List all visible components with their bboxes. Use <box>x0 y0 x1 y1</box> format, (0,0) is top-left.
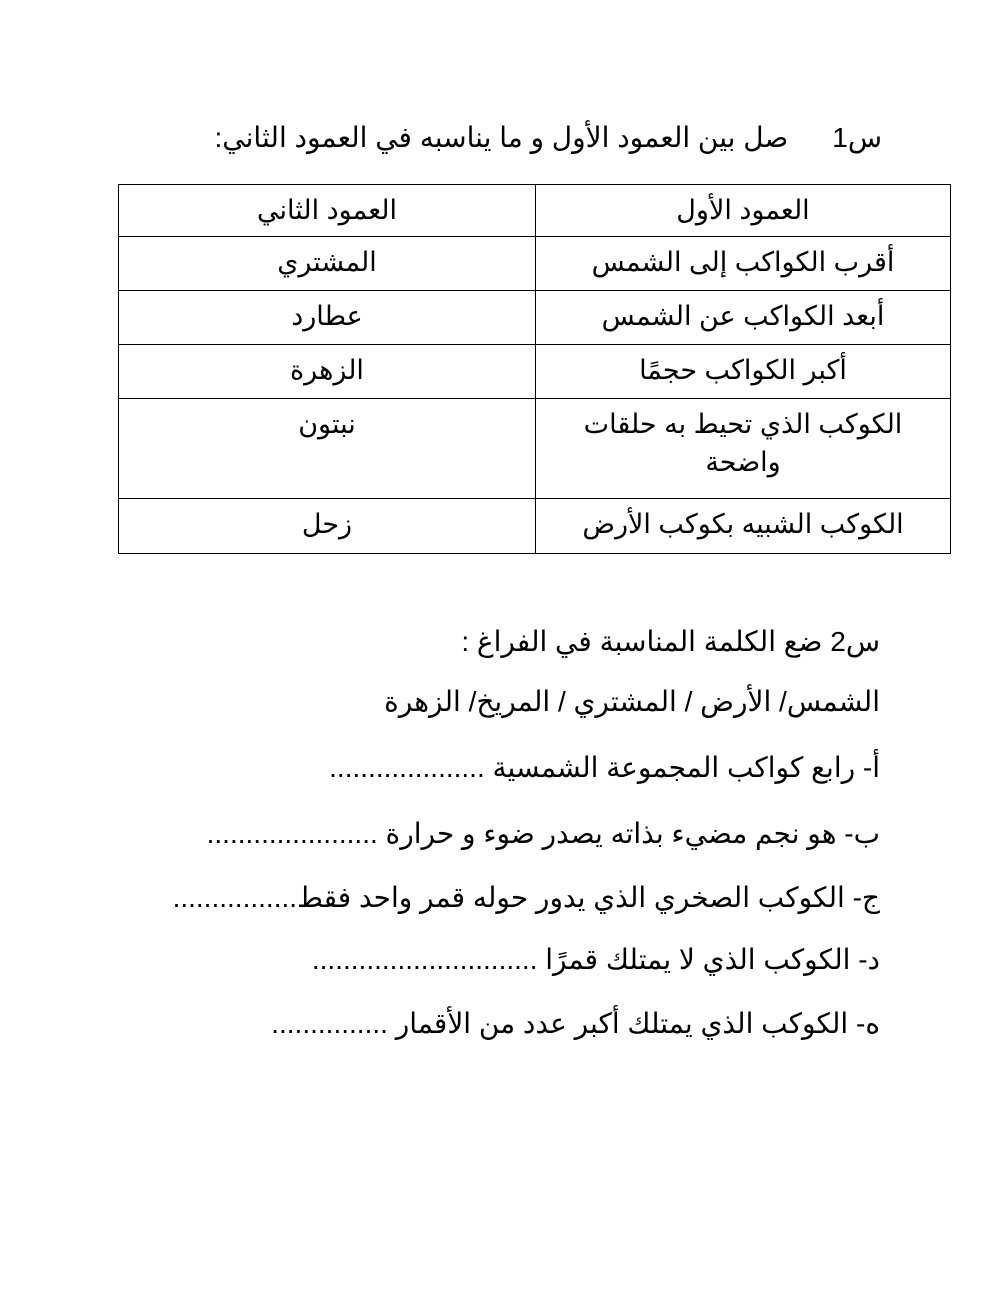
column-2-cell: زحل <box>119 499 536 554</box>
column-1-cell: الكوكب الذي تحيط به حلقات واضحة <box>536 399 951 499</box>
fill-blank-item: ج- الكوكب الصخري الذي يدور حوله قمر واحد فقط................ <box>172 882 880 913</box>
table-row <box>119 499 951 554</box>
column-2-cell: المشتري <box>119 237 536 291</box>
question-1-title <box>162 118 882 158</box>
table-row <box>119 399 951 499</box>
word-bank: الشمس/ الأرض / المشتري / المريخ/ الزهرة <box>384 686 880 717</box>
question-2-title: س2 ضع الكلمة المناسبة في الفراغ : <box>461 626 880 657</box>
column-2-cell: عطارد <box>119 291 536 345</box>
table-row <box>119 345 951 399</box>
fill-blank-item: د- الكوكب الذي لا يمتلك قمرًا ............................. <box>311 944 880 975</box>
header-column-1: العمود الأول <box>536 185 951 237</box>
column-1-cell: أقرب الكواكب إلى الشمس <box>536 237 951 291</box>
column-1-cell: أكبر الكواكب حجمًا <box>536 345 951 399</box>
column-2-cell: نبتون <box>119 399 536 499</box>
table-row <box>119 291 951 345</box>
fill-blank-item: ه- الكوكب الذي يمتلك أكبر عدد من الأقمار ............... <box>271 1008 880 1039</box>
fill-blank-item: أ- رابع كواكب المجموعة الشمسية .................... <box>329 752 880 783</box>
column-2-cell: الزهرة <box>119 345 536 399</box>
table-row <box>119 237 951 291</box>
fill-blank-item: ب- هو نجم مضيء بذاته يصدر ضوء و حرارة ...................... <box>206 818 880 849</box>
column-1-cell: أبعد الكواكب عن الشمس <box>536 291 951 345</box>
matching-table <box>118 184 951 554</box>
table-header-row <box>119 185 951 237</box>
header-column-2: العمود الثاني <box>119 185 536 237</box>
column-1-cell: الكوكب الشبيه بكوكب الأرض <box>536 499 951 554</box>
question-1-number: س1 <box>832 122 882 153</box>
question-1-instruction: صل بين العمود الأول و ما يناسبه في العمود الثاني: <box>214 122 789 153</box>
